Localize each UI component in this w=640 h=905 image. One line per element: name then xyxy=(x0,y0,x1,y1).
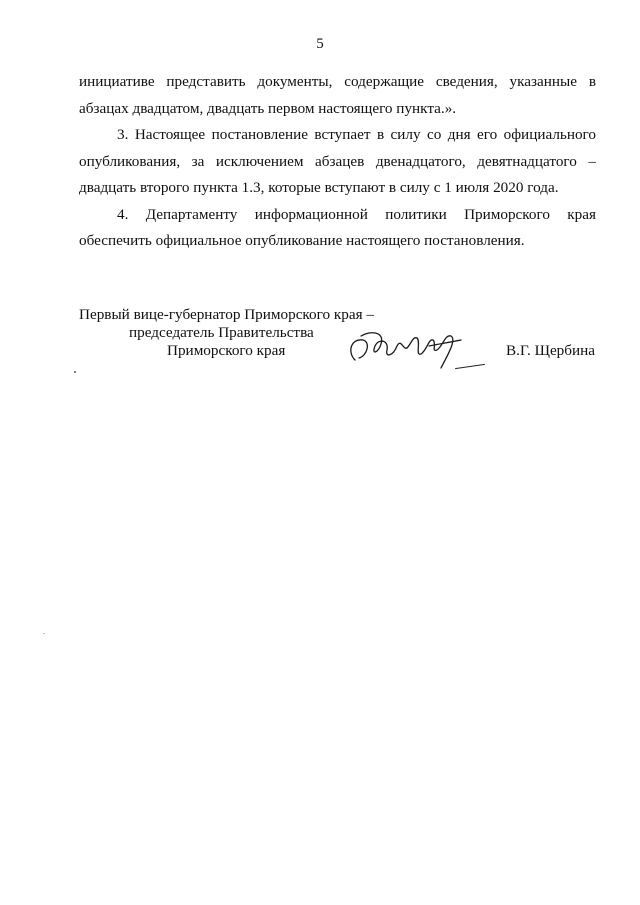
signer-title-line-1: Первый вице-губернатор Приморского края – xyxy=(79,306,374,323)
paragraph-item-3: 3. Настоящее постановление вступает в силу со дня его официального опубликования, за исключением абзацев двенадцатого, девятнадцатого – двадцать второго пункта 1.3, которые вступают в силу с 1 июля 2020 года. xyxy=(79,126,596,196)
signer-name: В.Г. Щербина xyxy=(506,342,595,359)
signer-title-line-2: председатель Правительства xyxy=(129,324,314,341)
paragraph-continuation: инициативе представить документы, содержащие сведения, указанные в абзацах двадцатом, двадцать первом настоящего пункта.». xyxy=(79,73,596,117)
scan-speck xyxy=(43,633,45,634)
signer-title-line-3: Приморского края xyxy=(167,342,286,359)
paragraph-item-4: 4. Департаменту информационной политики Приморского края обеспечить официальное опубликование настоящего постановления. xyxy=(79,205,596,249)
scan-speck xyxy=(74,371,76,373)
signature-block xyxy=(79,306,599,376)
document-body xyxy=(79,69,596,255)
page-number: 5 xyxy=(316,36,324,52)
